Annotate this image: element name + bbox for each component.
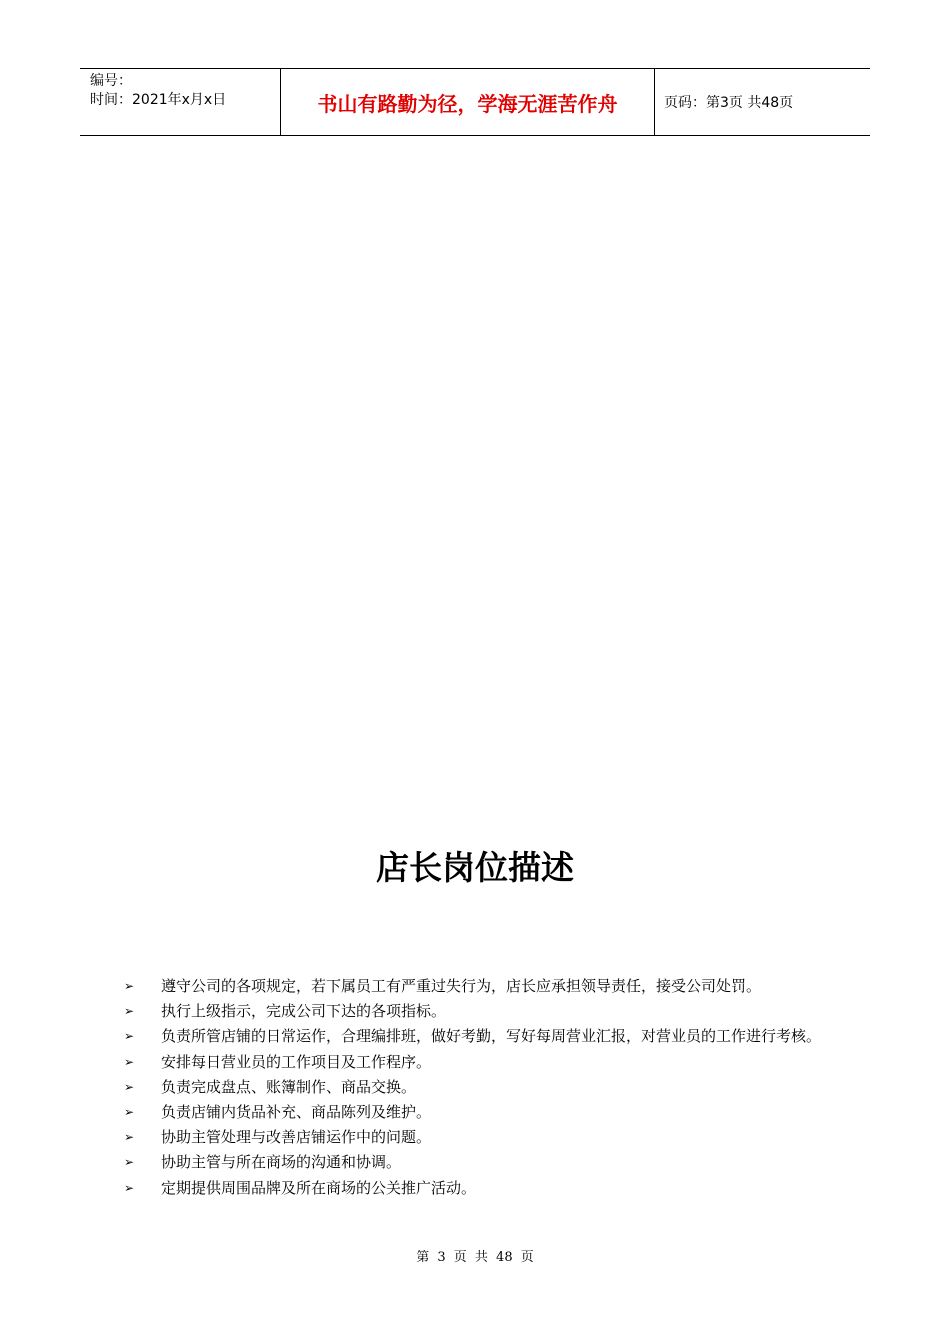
duty-list xyxy=(122,974,867,1201)
duty-text: 协助主管与所在商场的沟通和协调。 xyxy=(161,1153,402,1172)
page-header xyxy=(80,68,870,136)
arrowhead-bullet-icon: ➢ xyxy=(124,1155,135,1170)
arrowhead-bullet-icon: ➢ xyxy=(124,1130,135,1145)
duty-item xyxy=(122,999,867,1024)
duty-item xyxy=(122,1100,867,1125)
page-title: 店长岗位描述 xyxy=(376,848,574,887)
arrowhead-bullet-icon: ➢ xyxy=(124,1029,135,1044)
duty-item xyxy=(122,1150,867,1175)
duty-text: 遵守公司的各项规定，若下属员工有严重过失行为，店长应承担领导责任，接受公司处罚。 xyxy=(161,977,762,995)
arrowhead-bullet-icon: ➢ xyxy=(124,1004,135,1019)
header-meta xyxy=(80,69,281,135)
duty-item xyxy=(122,1125,867,1150)
document-number: 编号： xyxy=(90,73,132,89)
duty-text: 协助主管处理与改善店铺运作中的问题。 xyxy=(161,1128,432,1147)
arrowhead-bullet-icon: ➢ xyxy=(124,979,135,993)
duty-text: 执行上级指示，完成公司下达的各项指标。 xyxy=(161,1002,447,1021)
duty-item xyxy=(122,1050,867,1075)
arrowhead-bullet-icon: ➢ xyxy=(124,1054,135,1069)
duty-item xyxy=(122,974,867,999)
duty-item xyxy=(122,1024,867,1049)
duty-item xyxy=(122,1075,867,1100)
duty-text: 负责所管店铺的日常运作，合理编排班，做好考勤，写好每周营业汇报，对营业员的工作进行考核。 xyxy=(161,1027,822,1046)
header-motto: 书山有路勤为径，学海无涯苦作舟 xyxy=(281,69,655,135)
duty-text: 负责完成盘点、账簿制作、商品交换。 xyxy=(161,1077,417,1096)
header-page-info: 页码：第3页 共48页 xyxy=(664,95,794,111)
duty-text: 安排每日营业员的工作项目及工作程序。 xyxy=(161,1052,432,1071)
page-footer: 第 3 页 共 48 页 xyxy=(416,1250,534,1265)
duty-text: 定期提供周围品牌及所在商场的公关推广活动。 xyxy=(161,1178,477,1197)
document-time: 时间：2021年x月x日 xyxy=(90,92,227,108)
arrowhead-bullet-icon: ➢ xyxy=(124,1105,135,1120)
arrowhead-bullet-icon: ➢ xyxy=(124,1079,135,1094)
duty-text: 负责店铺内货品补充、商品陈列及维护。 xyxy=(161,1103,432,1122)
duty-item xyxy=(122,1176,867,1201)
arrowhead-bullet-icon: ➢ xyxy=(124,1180,135,1195)
